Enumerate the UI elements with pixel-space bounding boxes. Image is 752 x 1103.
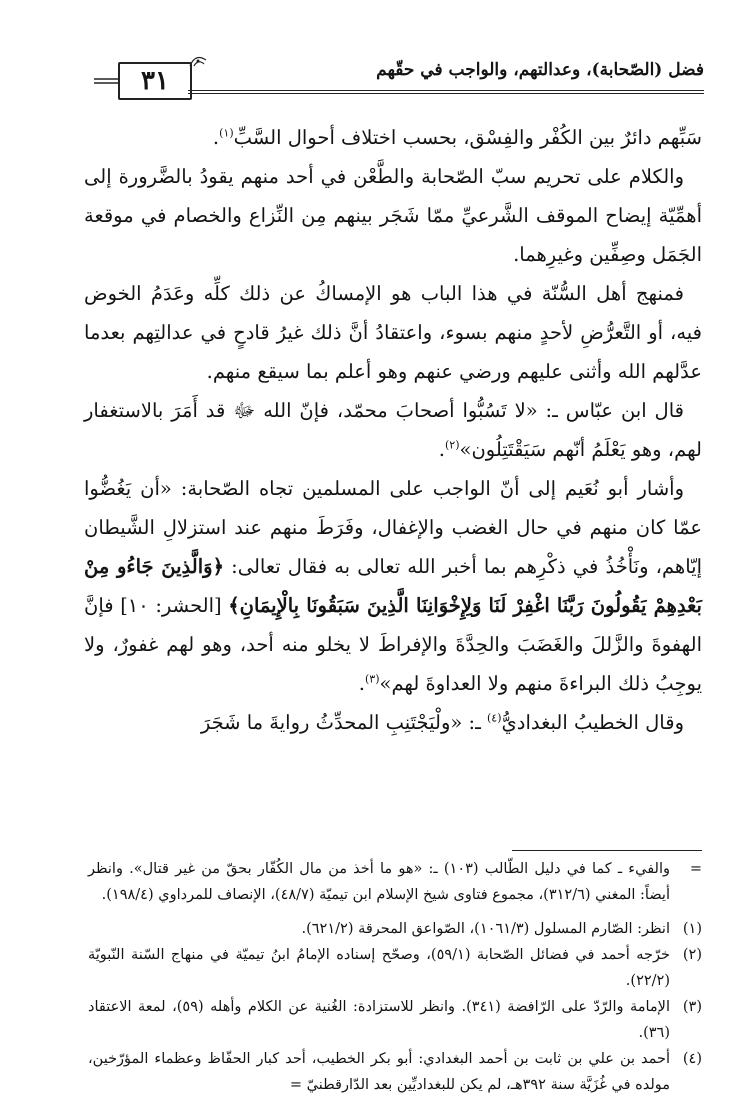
footnote-ref: (١) xyxy=(219,126,234,140)
paragraph-text: وأشار أبو نُعَيم إلى أنّ الواجب على المسلمين تجاه الصّحابة: «أن يَغُضُّوا عمّا كان منهم في حال الغضب والإغفال، وفَرَطَ منهم عند استزلالِ الشَّيطان إيّاهم، ونَأْخُذُ في ذكْرِهم بما أخبر الله تعالى به فقال تعالى: xyxy=(84,477,702,578)
ornament-line-icon xyxy=(94,76,118,86)
footnote-mark: (١) xyxy=(682,921,702,937)
verse-citation: [الحشر: ١٠] xyxy=(120,594,222,617)
footnote-text: انظر: الصّارم المسلول (١٠٦١/٣)، الصّواعق المحرقة (٦٢١/٢). xyxy=(301,921,670,937)
footnote xyxy=(88,1046,702,1098)
paragraph-text: وقال الخطيبُ البغداديُّ xyxy=(501,711,684,734)
paragraph xyxy=(84,703,702,742)
paragraph-text: فإنَّ الهفوةَ والزَّللَ والغَضَبَ والحِدَّةَ والإفراطَ لا يخلو منه أحد، وهو لهم غفورٌ، ولا يوجِبُ ذلك البراءةَ منهم ولا العداوةَ لهم» xyxy=(84,594,702,695)
footnote-ref: (٣) xyxy=(365,672,380,686)
punctuation: . xyxy=(212,126,220,149)
paragraph xyxy=(84,469,702,703)
page-header xyxy=(94,60,704,100)
footnote-mark: (٤) xyxy=(682,1051,702,1067)
footnote xyxy=(88,856,702,908)
footnote-ref: (٢) xyxy=(445,438,460,452)
footnote-text: والفيء ـ كما في دليل الطّالب (١٠٣) ـ: «هو ما أخذ من مال الكُفّار بحقّ من غير قتال». وانظر أيضاً: المغني (٣١٢/٦)، مجموع فتاوى شيخ الإسلام ابن تيميّة (٤٨/٧)، الإنصاف للمرداوي (١٩٨/٤). xyxy=(88,861,670,903)
paragraph xyxy=(84,118,702,157)
quran-verse: ﴿وَالَّذِينَ جَاءُو مِنْ بَعْدِهِمْ يَقُولُونَ رَبَّنَا اغْفِرْ لَنَا وَلِإِخْوَانِنَا الَّذِينَ سَبَقُونَا بِالْإِيمَانِ﴾ xyxy=(84,555,702,617)
header-rule xyxy=(188,90,704,94)
footnote-separator xyxy=(512,850,702,851)
footnote xyxy=(88,916,702,942)
paragraph xyxy=(84,391,702,469)
paragraph-text: سَبِّهم دائرٌ بين الكُفْر والفِسْق، بحسب اختلاف أحوال السَّبِّ xyxy=(233,126,702,149)
footnote xyxy=(88,994,702,1046)
paragraph-text: ـ: «ولْيَجْتَنِبِ المحدِّثُ روايةَ ما شَجَرَ xyxy=(200,711,487,734)
footnote-mark: (٣) xyxy=(682,999,702,1015)
footnote-text: أحمد بن علي بن ثابت بن أحمد البغدادي: أبو بكر الخطيب، أحد كبار الحفّاظ وعظماء المؤرّخين، مولده في غُزَيَّة سنة ٣٩٢هـ، لم يكن للبغداديِّين بعد الدّارقطنيّ = xyxy=(88,1051,670,1093)
footnote-mark: (٢) xyxy=(682,947,702,963)
footnote xyxy=(88,942,702,994)
paragraph-text: قال ابن عبّاس ـ: «لا تَسُبُّوا أصحابَ محمّد، فإنّ الله ﷻ قد أَمَرَ بالاستغفار لهم، وهو يَعْلَمُ أنّهم سَيَقْتَتِلُون» xyxy=(84,399,702,461)
punctuation: . xyxy=(438,438,445,461)
main-text xyxy=(84,118,702,742)
paragraph: فمنهج أهل السُّنّة في هذا الباب هو الإمساكُ عن ذلك كلِّه وعَدَمُ الخوض فيه، أو التَّعرُّضِ لأحدٍ منهم بسوء، واعتقادُ أنَّ ذلك غيرُ قادحٍ في عدالتِهم بعدما عدَّلهم الله وأثنى عليهم ورضي عنهم وهو أعلم بما سيقع منهم. xyxy=(84,282,702,383)
footnotes xyxy=(88,856,702,1098)
floral-ornament-icon xyxy=(188,54,208,68)
punctuation: . xyxy=(358,672,365,695)
paragraph: والكلام على تحريم سبّ الصّحابة والطَّعْن في أحد منهم يقودُ بالضَّرورة إلى أهمِّيّة إيضاح الموقف الشَّرعيِّ ممّا شَجَر بينهم مِن النِّزاع والخصام في موقعة الجَمَل وصِفِّين وغيرِهما. xyxy=(84,165,702,266)
footnote-text: الإمامة والرّدّ على الرّافضة (٣٤١). وانظر للاستزادة: الغُنية عن الكلام وأهله (٥٩)، لمعة الاعتقاد (٣٦). xyxy=(88,999,670,1041)
footnote-ref: (٤) xyxy=(487,711,502,725)
footnote-mark: = xyxy=(689,861,702,877)
footnote-text: خرّجه أحمد في فضائل الصّحابة (٥٩/١)، وصحّح إسناده الإمامُ ابنُ تيميّة في منهاج السّنة النّبويّة (٢٢/٢). xyxy=(88,947,670,989)
running-title: فضل (الصّحابة)، وعدالتهم، والواجب في حقّهم xyxy=(376,60,704,80)
page-number: ٣١ xyxy=(118,62,192,100)
